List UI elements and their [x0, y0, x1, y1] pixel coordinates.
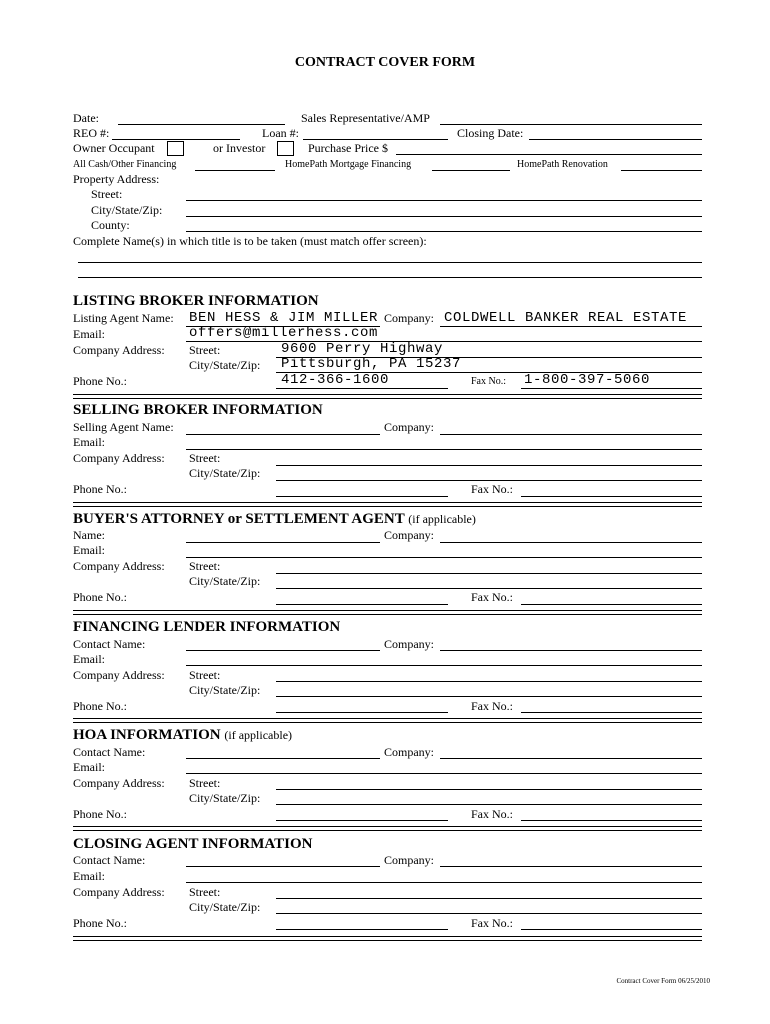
hoa-note: (if applicable): [224, 728, 293, 742]
closing-city-field[interactable]: [276, 913, 702, 914]
homepath-mortgage-field[interactable]: [432, 170, 510, 171]
listing-agent-label: Listing Agent Name:: [73, 311, 174, 325]
closing-email-label: Email:: [73, 869, 105, 883]
investor-label: or Investor: [213, 141, 266, 155]
form-title: CONTRACT COVER FORM: [294, 55, 476, 70]
listing-phone-field[interactable]: [276, 388, 448, 389]
listing-agent-value: BEN HESS & JIM MILLER: [189, 310, 379, 326]
closing-heading: CLOSING AGENT INFORMATION: [73, 836, 313, 852]
closing-company-label: Company:: [384, 853, 434, 867]
attorney-company-label: Company:: [384, 528, 434, 542]
listing-street-value: 9600 Perry Highway: [281, 341, 444, 357]
lender-phone-field[interactable]: [276, 712, 448, 713]
listing-address-label: Company Address:: [73, 343, 165, 357]
hoa-email-label: Email:: [73, 760, 105, 774]
homepath-renovation-label: HomePath Renovation: [517, 159, 608, 170]
listing-fax-label: Fax No.:: [471, 376, 506, 387]
lender-fax-field[interactable]: [521, 712, 702, 713]
homepath-mortgage-label: HomePath Mortgage Financing: [285, 159, 412, 170]
attorney-fax-label: Fax No.:: [471, 590, 513, 604]
listing-city-label: City/State/Zip:: [189, 358, 261, 372]
listing-city-value: Pittsburgh, PA 15237: [281, 356, 462, 372]
property-city-field[interactable]: [186, 216, 702, 217]
hoa-city-field[interactable]: [276, 804, 702, 805]
section-divider: [73, 610, 702, 615]
selling-heading: SELLING BROKER INFORMATION: [73, 402, 323, 418]
lender-company-field[interactable]: [440, 650, 702, 651]
attorney-name-field[interactable]: [186, 542, 380, 543]
lender-street-label: Street:: [189, 668, 221, 682]
lender-contact-label: Contact Name:: [73, 637, 146, 651]
hoa-heading: [73, 727, 292, 744]
property-county-field[interactable]: [186, 231, 702, 232]
homepath-renovation-field[interactable]: [621, 170, 702, 171]
owner-occupant-label: Owner Occupant: [73, 141, 155, 155]
selling-phone-field[interactable]: [276, 496, 448, 497]
attorney-email-field[interactable]: [186, 557, 702, 558]
property-street-field[interactable]: [186, 200, 702, 201]
form-footer: Contract Cover Form 06/25/2010: [616, 977, 710, 985]
closing-contact-label: Contact Name:: [73, 853, 146, 867]
owner-occupant-checkbox[interactable]: [167, 141, 184, 156]
lender-email-field[interactable]: [186, 665, 702, 666]
closing-date-field[interactable]: [529, 139, 702, 140]
hoa-city-label: City/State/Zip:: [189, 791, 261, 805]
closing-address-label: Company Address:: [73, 885, 165, 899]
all-cash-field[interactable]: [195, 170, 275, 171]
lender-fax-label: Fax No.:: [471, 699, 513, 713]
attorney-note: (if applicable): [408, 512, 476, 526]
attorney-email-label: Email:: [73, 543, 105, 557]
closing-city-label: City/State/Zip:: [189, 900, 261, 914]
hoa-phone-label: Phone No.:: [73, 807, 127, 821]
lender-heading: FINANCING LENDER INFORMATION: [73, 619, 341, 635]
property-county-label: County:: [91, 218, 130, 232]
all-cash-label: All Cash/Other Financing: [73, 159, 177, 170]
hoa-fax-label: Fax No.:: [471, 807, 513, 821]
selling-street-label: Street:: [189, 451, 221, 465]
selling-email-label: Email:: [73, 435, 105, 449]
title-names-field-2[interactable]: [78, 277, 702, 278]
lender-address-label: Company Address:: [73, 668, 165, 682]
selling-city-field[interactable]: [276, 480, 702, 481]
hoa-heading-text: HOA INFORMATION: [73, 727, 221, 743]
lender-street-field[interactable]: [276, 681, 702, 682]
title-names-field[interactable]: [78, 262, 702, 263]
selling-agent-label: Selling Agent Name:: [73, 420, 174, 434]
attorney-city-label: City/State/Zip:: [189, 574, 261, 588]
selling-fax-field[interactable]: [521, 496, 702, 497]
selling-phone-label: Phone No.:: [73, 482, 127, 496]
lender-company-label: Company:: [384, 637, 434, 651]
section-divider: [73, 826, 702, 831]
property-address-label: Property Address:: [73, 172, 160, 186]
lender-email-label: Email:: [73, 652, 105, 666]
attorney-phone-label: Phone No.:: [73, 590, 127, 604]
reo-label: REO #:: [73, 126, 110, 140]
date-label: Date:: [73, 111, 99, 125]
lender-city-field[interactable]: [276, 696, 702, 697]
lender-phone-label: Phone No.:: [73, 699, 127, 713]
investor-checkbox[interactable]: [277, 141, 294, 156]
selling-street-field[interactable]: [276, 465, 702, 466]
hoa-contact-label: Contact Name:: [73, 745, 146, 759]
closing-company-field[interactable]: [440, 866, 702, 867]
selling-company-label: Company:: [384, 420, 434, 434]
property-city-label: City/State/Zip:: [91, 203, 163, 217]
attorney-fax-field[interactable]: [521, 604, 702, 605]
attorney-street-field[interactable]: [276, 573, 702, 574]
hoa-fax-field[interactable]: [521, 820, 702, 821]
listing-email-value: offers@millerhess.com: [189, 325, 379, 341]
hoa-contact-field[interactable]: [186, 758, 380, 759]
hoa-email-field[interactable]: [186, 773, 702, 774]
sales-rep-label: Sales Representative/AMP: [301, 111, 430, 125]
listing-fax-value: 1-800-397-5060: [524, 372, 651, 388]
section-divider: [73, 502, 702, 507]
selling-email-field[interactable]: [186, 449, 702, 450]
property-street-label: Street:: [91, 187, 123, 201]
closing-contact-field[interactable]: [186, 866, 380, 867]
closing-street-label: Street:: [189, 885, 221, 899]
selling-fax-label: Fax No.:: [471, 482, 513, 496]
loan-label: Loan #:: [262, 126, 299, 140]
loan-field[interactable]: [303, 139, 448, 140]
purchase-price-field[interactable]: [396, 154, 702, 155]
attorney-city-field[interactable]: [276, 588, 702, 589]
listing-phone-value: 412-366-1600: [281, 372, 390, 388]
listing-phone-label: Phone No.:: [73, 374, 127, 388]
listing-fax-field[interactable]: [521, 388, 702, 389]
closing-email-field[interactable]: [186, 882, 702, 883]
listing-company-field[interactable]: [440, 326, 702, 327]
selling-agent-field[interactable]: [186, 434, 380, 435]
closing-phone-label: Phone No.:: [73, 916, 127, 930]
title-names-label: Complete Name(s) in which title is to be taken (must match offer screen):: [73, 234, 427, 248]
listing-street-label: Street:: [189, 343, 221, 357]
listing-company-label: Company:: [384, 311, 434, 325]
attorney-street-label: Street:: [189, 559, 221, 573]
closing-phone-field[interactable]: [276, 929, 448, 930]
sales-rep-field[interactable]: [440, 124, 702, 125]
listing-email-field[interactable]: [186, 341, 702, 342]
hoa-company-field[interactable]: [440, 758, 702, 759]
hoa-address-label: Company Address:: [73, 776, 165, 790]
section-divider: [73, 718, 702, 723]
listing-heading: LISTING BROKER INFORMATION: [73, 293, 319, 309]
closing-fax-label: Fax No.:: [471, 916, 513, 930]
hoa-street-label: Street:: [189, 776, 221, 790]
attorney-heading: [73, 511, 476, 528]
hoa-street-field[interactable]: [276, 789, 702, 790]
section-divider: [73, 394, 702, 399]
lender-contact-field[interactable]: [186, 650, 380, 651]
hoa-company-label: Company:: [384, 745, 434, 759]
selling-company-field[interactable]: [440, 434, 702, 435]
selling-address-label: Company Address:: [73, 451, 165, 465]
attorney-heading-text: BUYER'S ATTORNEY or SETTLEMENT AGENT: [73, 511, 405, 527]
purchase-price-label: Purchase Price $: [308, 141, 388, 155]
date-field[interactable]: [118, 124, 285, 125]
attorney-company-field[interactable]: [440, 542, 702, 543]
selling-city-label: City/State/Zip:: [189, 466, 261, 480]
closing-fax-field[interactable]: [521, 929, 702, 930]
closing-date-label: Closing Date:: [457, 126, 524, 140]
lender-city-label: City/State/Zip:: [189, 683, 261, 697]
hoa-phone-field[interactable]: [276, 820, 448, 821]
reo-field[interactable]: [112, 139, 240, 140]
attorney-phone-field[interactable]: [276, 604, 448, 605]
attorney-address-label: Company Address:: [73, 559, 165, 573]
listing-email-label: Email:: [73, 327, 105, 341]
closing-street-field[interactable]: [276, 898, 702, 899]
listing-company-value: COLDWELL BANKER REAL ESTATE: [444, 310, 688, 326]
attorney-name-label: Name:: [73, 528, 105, 542]
section-divider: [73, 936, 702, 941]
